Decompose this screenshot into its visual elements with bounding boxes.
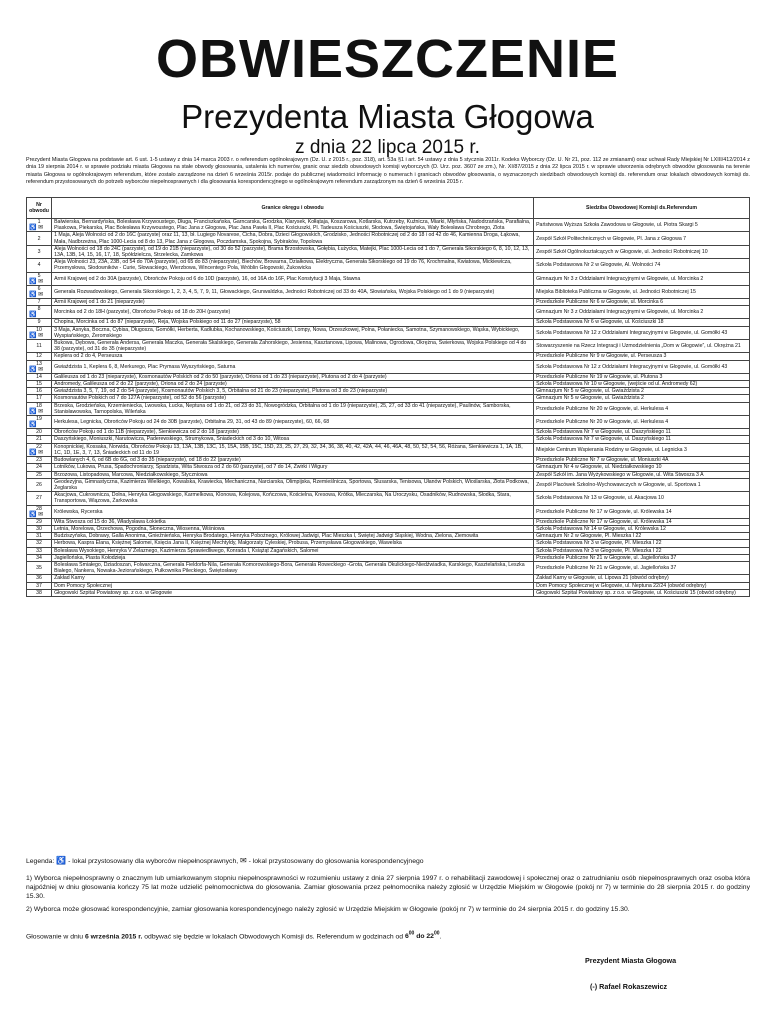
- district-number: [27, 373, 52, 380]
- commission-seat: Szkoła Podstawowa Nr 3 w Głogowie, Pl. Mieszka I 22: [534, 540, 750, 547]
- district-number: [27, 299, 52, 306]
- district-number: [27, 340, 52, 353]
- accessibility-icons: ♿ ✉: [29, 278, 44, 285]
- voting-from-sup: 00: [408, 931, 415, 937]
- district-number: [27, 319, 52, 326]
- accessibility-icons: ♿: [29, 422, 37, 429]
- district-streets: Andromedy, Galileusza od 2 do 22 (parzyste), Oriona od 2 do 24 (parzyste): [52, 381, 534, 388]
- district-number-value: 6: [37, 285, 41, 292]
- district-streets: Galileusza od 1 do 23 (nieparzyste), Kosmonautów Polskich od 2 do 50 (parzyste), Oriona od 1 do 23 (nieparzyste), Plutona od 2 do 4 (parzyste): [52, 373, 534, 380]
- district-number: [27, 285, 52, 298]
- district-number-value: 21: [36, 436, 42, 443]
- district-number: [27, 353, 52, 360]
- district-number: [27, 381, 52, 388]
- district-number-value: 22: [36, 443, 42, 450]
- district-number-value: 16: [36, 388, 42, 395]
- commission-seat: Gimnazjum Nr 3 z Oddziałami Integracyjnymi w Głogowie, ul. Morcinka 2: [534, 306, 750, 319]
- district-number: [27, 478, 52, 491]
- district-number: [27, 471, 52, 478]
- commission-seat: Przedszkole Publiczne Nr 19 w Głogowie, ul. Plutona 3: [534, 373, 750, 380]
- district-streets: 3 Maja, Asnyka, Boczna, Cybisa, Długosza, Gomółki, Herberta, Kadłubka, Kochanowskiego, Kościuszki, Lompy, Nowa, Orzeszkowej, Polna, Połaniecka, Samotna, Szymanowskiego, Wąska, Wybickiego, Wyspiańskiego, Żeromskiego: [52, 326, 534, 339]
- voting-do: do: [414, 933, 427, 941]
- table-row: [27, 272, 750, 285]
- district-streets: Bolesława Wysokiego, Henryka V Żelaznego, Kazimierza Sprawiedliwego, Konrada I, Książąt Żagańskich, Salomei: [52, 547, 534, 554]
- table-row: [27, 589, 750, 596]
- district-number: [27, 505, 52, 518]
- district-number: [27, 525, 52, 532]
- commission-seat: Przedszkole Publiczne Nr 20 w Głogowie, ul. Herkulesa 4: [534, 416, 750, 429]
- district-streets: Morcinka od 2 do 18H (parzyste), Obrońców Pokoju od 18 do 20H (parzyste): [52, 306, 534, 319]
- district-streets: Królewska, Rycerska: [52, 505, 534, 518]
- district-streets: Herkulesa, Legnicka, Obrońców Pokoju od 24 do 30B (parzyste), Orbitalna 29, 31, od 43 do 89 (nieparzyste), 60, 66, 68: [52, 416, 534, 429]
- district-number-value: 27: [36, 495, 42, 502]
- commission-seat: Szkoła Podstawowa Nr 3 w Głogowie, Pl. Mieszka I 22: [534, 547, 750, 554]
- commission-seat: Przedszkole Publiczne Nr 17 w Głogowie, ul. Królewska 14: [534, 518, 750, 525]
- table-row: [27, 492, 750, 505]
- district-number-value: 11: [36, 343, 42, 350]
- district-number: [27, 395, 52, 402]
- table-row: [27, 554, 750, 561]
- district-streets: Armii Krajowej od 1 do 21 (nieparzyste): [52, 299, 534, 306]
- commission-seat: Zespół Szkół Politechnicznych w Głogowie, Pl. Jana z Głogowa 7: [534, 232, 750, 245]
- district-number-value: 4: [37, 262, 41, 269]
- accessibility-icons: ♿ ✉: [29, 449, 44, 456]
- header-seat: Siedziba Obwodowej Komisji ds.Referendum: [534, 198, 750, 219]
- district-streets: Obrońców Pokoju od 1 do 11B (nieparzyste), Sienkiewicza od 2 do 18 (parzyste): [52, 429, 534, 436]
- district-number-value: 7: [37, 299, 41, 306]
- district-streets: Bałwierska, Bernardyńska, Bolesława Krzywoustego, Długa, Franciszkańska, Garncarska, Grodzka, Klarysek, Kołłątaja, Koszarowa, Kotlarska, Kutrzeby, Kuźnicza, Miarki, Młyńska, Nadodrzańska, Parafialna, Piaskowa, Piekarska, Plac Bolesława Krzywoustego, Plac Jana z Głogowa, Plac Jana Pawła II, Plac Kościuszki, Pl. Tadeusza Kościuszki, Słodowa, Świętojańska, Wały Bolesława Chrobrego, Zlota: [52, 219, 534, 232]
- accessibility-icons: ♿ ✉: [29, 292, 44, 299]
- table-row: [27, 299, 750, 306]
- commission-seat: Gimnazjum Nr 5 w Głogowie, ul. Gwiaździsta 2: [534, 388, 750, 395]
- district-number-value: 29: [36, 518, 42, 525]
- district-streets: 1 Maja, Aleja Wolności od 2 do 16C (parzyste) oraz 11, 13, bł. Lugiego Novarese, Cicha, Dobra, Dzieci Głogowskich, Grodzisko, Jedności Robotniczej od 2 do 18 i od 42 do 46, Kamienna Droga, Łąkowa, Mała, Nadbrzeżna, Plac 1000-Lecia od 8 do 13, Plac Jana z Głogowa, Poczdamska, Spokojna, Sybiraków, Topolowa: [52, 232, 534, 245]
- commission-seat: Zespół Szkół Ogólnokształcących w Głogowie, ul. Jedności Robotniczej 10: [534, 245, 750, 258]
- district-number: [27, 582, 52, 589]
- district-number-value: 5: [37, 272, 41, 279]
- commission-seat: Szkoła Podstawowa Nr 13 w Głogowie, ul. Akacjowa 10: [534, 492, 750, 505]
- district-number-value: 3: [37, 248, 41, 255]
- commission-seat: Przedszkole Publiczne Nr 20 w Głogowie, ul. Herkulesa 4: [534, 402, 750, 415]
- district-number-value: 18: [36, 402, 42, 409]
- table-row: [27, 353, 750, 360]
- commission-seat: Gimnazjum Nr 2 w Głogowie, Pl. Mieszka I 22: [534, 533, 750, 540]
- signature-name: (-) Rafael Rokaszewicz: [590, 982, 668, 991]
- district-number: [27, 533, 52, 540]
- district-number: [27, 326, 52, 339]
- commission-seat: Gimnazjum Nr 4 w Głogowie, ul. Niedziałkowskiego 10: [534, 464, 750, 471]
- district-streets: Gwiaździsta 3, 5, 7, 19, od 2 do 54 (parzyste), Kosmonautów Polskich 3, 5, Orbitalna od 21 do 23 (nieparzyste), Plutona od 3 do 23 (nieparzyste): [52, 388, 534, 395]
- commission-seat: Przedszkole Publiczne Nr 21 w Głogowie, ul. Jagiellońska 37: [534, 561, 750, 574]
- district-streets: Kosmonautów Polskich od 7 do 127A (nieparzyste), od 52 do 56 (parzyste): [52, 395, 534, 402]
- intro-paragraph: Prezydent Miasta Głogowa na podstawie art. 6 ust. 1-5 ustawy z dnia 14 marca 2003 r. o referendum ogólnokrajowym (Dz. U. z 2015 r., poz. 318), art. 53a §1 i art. 54 ustawy z dnia 5 stycznia 2011r. Kodeks Wyborczy (Dz. U. Nr 21, poz. 112 ze zmianami) oraz uchwał Rady Miejskiej Nr LXIII/412/2014 z dnia 19 sierpnia 2014 r. w sprawie podziału miasta Głogowa na stałe obwody głosowania, ustalenia ich numerów, granic oraz siedzib obwodowych komisji wyborczych (D. Urz. poz. 3607 ze zm.), Nr. XI/87/2015 z dnia 22 lipca 2015 r. w sprawie utworzenia odrębnych obwodów głosowania na terenie miasta Głogowa w ogólnokrajowym referendum, które zostało zarządzone na dzień 6 września 2015r. podaje do publicznej wiadomości informację o numerach i granicach obwodów głosowania, o wyznaczonych siedzibach obwodowych komisji ds. referendum oraz lokalach obwodowych komisji ds. referendum przystosowanych do potrzeb wyborców niepełnosprawnych i dla głosowania korespondencyjnego w ogólnokrajowym referendum zarządzonym na dzień 6 września 2015 r.: [26, 157, 750, 185]
- table-row: [27, 464, 750, 471]
- district-number-value: 37: [36, 582, 42, 589]
- district-streets: Bolesława Śmiałego, Dziadoszan, Folwarczna, Generała Fieldorfa-Nila, Generała Komorowskiego-Bora, Generała Roweckiego -Grota, Generała Okulickiego-Niedźwiadka, Karskiego, Kasztelańska, Leszka Białego, Nankera, Nowaka-Jeziorańskiego, Pułkownika Pileckiego, Świętosławy: [52, 561, 534, 574]
- commission-seat: Gimnazjum Nr 3 z Oddziałami Integracyjnymi w Głogowie, ul. Morcinka 2: [534, 272, 750, 285]
- table-row: [27, 360, 750, 373]
- voting-from: 6: [404, 933, 409, 941]
- district-number-value: 23: [36, 457, 42, 464]
- district-number: [27, 388, 52, 395]
- district-number: [27, 402, 52, 415]
- commission-seat: Przedszkole Publiczne Nr 7 w Głogowie, ul. Moniuszki 4A: [534, 457, 750, 464]
- district-number-value: 2: [37, 235, 41, 242]
- district-streets: Budziszyńska, Dobrawy, Galla Anonima, Gnieźnieńska, Henryka Brodatego, Henryka Pobożnego, Królowej Jadwigi, Plac Mieszka I, Świętej Jadwigi Śląskiej, Wodna, Zielona, Ziemowita: [52, 533, 534, 540]
- district-streets: Armii Krajowej od 2 do 30A (parzyste), Obrońców Pokoju od 6 do 10D (parzyste), 16, od 16A do 16F, Plac Konstytucji 3 Maja, Stawna: [52, 272, 534, 285]
- legend-mail-text: - lokal przystosowany do głosowania korespondencyjnego: [248, 858, 424, 865]
- district-streets: Zakład Karny: [52, 575, 534, 582]
- table-row: [27, 285, 750, 298]
- district-number: [27, 436, 52, 443]
- district-number: [27, 547, 52, 554]
- district-number-value: 1: [37, 219, 41, 226]
- table-row: [27, 373, 750, 380]
- commission-seat: Przedszkole Publiczne Nr 17 w Głogowie, ul. Królewska 14: [534, 505, 750, 518]
- document-date: z dnia 22 lipca 2015 r.: [295, 137, 480, 158]
- district-number-value: 20: [36, 429, 42, 436]
- voting-date: 6 września 2015 r.: [84, 933, 143, 941]
- accessibility-icons: ♿: [29, 312, 37, 319]
- district-number-value: 34: [36, 554, 42, 561]
- commission-seat: Szkoła Podstawowa Nr 7 w Głogowie, ul. Daszyńskiego 11: [534, 429, 750, 436]
- district-number: [27, 561, 52, 574]
- note-postal-voting: 2) Wyborca może głosować korespondencyjnie, zamiar głosowania korespondencyjnego należy zgłosić w Urzędzie Miejskim w Głogowie (pokój nr 7) w terminie do 24 sierpnia 2015 r. do godziny 15.30.: [26, 906, 630, 913]
- envelope-icon: ✉: [240, 856, 247, 865]
- district-number: [27, 272, 52, 285]
- district-number-value: 35: [36, 565, 42, 572]
- commission-seat: Głogowski Szpital Powiatowy sp. z o.o. w Głogowie, ul. Kościuszki 15 (obwód odrębny): [534, 589, 750, 596]
- district-number-value: 19: [36, 416, 42, 423]
- table-row: [27, 381, 750, 388]
- district-number-value: 30: [36, 525, 42, 532]
- commission-seat: Zespół Szkół im. Jana Wyżykowskiego w Głogowie, ul. Wita Stwosza 3 A: [534, 471, 750, 478]
- table-row: [27, 505, 750, 518]
- legend-wheelchair-text: - lokal przystosowany dla wyborców niepełnosprawnych,: [68, 858, 239, 865]
- district-number: [27, 457, 52, 464]
- table-row: [27, 518, 750, 525]
- table-row: [27, 540, 750, 547]
- header-nr: Nr obwodu: [27, 198, 52, 219]
- district-streets: Bukowa, Dębowa, Generała Andersa, Generała Maczka, Generała Skalskiego, Generała Zahorskiego, Jesienna, Kasztanowa, Lipowa, Malinowa, Ogrodowa, Okrężna, Świerkowa, Wojska Polskiego od 4 do 38 (parzyste), od 31 do 35 (nieparzyste): [52, 340, 534, 353]
- table-row: [27, 340, 750, 353]
- table-header-row: [27, 198, 750, 219]
- district-number-value: 26: [36, 481, 42, 488]
- district-streets: Konopnickiej, Kossaka, Norwida, Obrońców Pokoju 13, 13A, 13B, 13C, 15, 15A, 15B, 15C, 15D, 23, 25, 27, 29, 32, 34, 36, 38, 40, 42, 42A, 44, 46, 46A, 48, 50, 52, 54, 56, Różana, Sienkiewicza 1, 1A, 1B, 1C, 1D, 1E, 3, 7, 13, Śniadeckich od 11 do 19: [52, 443, 534, 456]
- district-number-value: 31: [36, 533, 42, 540]
- legend-label: Legenda:: [26, 858, 55, 865]
- district-streets: Herbowa, Kasprа Elana, Księżnej Salomei, Księcia Jana II, Księżnej Mechtyldy, Małgorzaty Cyleskiej, Probusa, Przemysława Głogowskiego, Wawelska: [52, 540, 534, 547]
- district-streets: Lotników, Lukowa, Prusa, Spadochroniarzy, Spadzista, Wita Stwosza od 2 do 60 (parzyste), od 7 do 14, Żwirki i Wigury: [52, 464, 534, 471]
- districts-table: [26, 197, 750, 597]
- commission-seat: Szkoła Podstawowa Nr 7 w Głogowie, ul. Daszyńskiego 11: [534, 436, 750, 443]
- table-row: [27, 436, 750, 443]
- district-streets: Brzeska, Grodzieńska, Krzemieniecka, Lwowska, Łucka, Neptuna od 1 do 21, od 23 do 31, Nowogródzka, Orbitalna od 1 do 19 (nieparzyste), 25, 27, od 33 do 41 (nieparzyste), Paulinów, Samborska, Stanisławowska, Tarnopolska, Wileńska: [52, 402, 534, 415]
- voting-end: .: [439, 933, 442, 941]
- commission-seat: Miejskie Centrum Wspierania Rodziny w Głogowie, ul. Legnicka 3: [534, 443, 750, 456]
- district-number-value: 13: [36, 360, 42, 367]
- district-number: [27, 219, 52, 232]
- table-row: [27, 582, 750, 589]
- commission-seat: Zespół Placówek Szkolno-Wychowawczych w Głogowie, ul. Sportowa 1: [534, 478, 750, 491]
- district-number: [27, 416, 52, 429]
- commission-seat: Szkoła Podstawowa Nr 10 w Głogowie, (wejście od ul. Andromedy 62): [534, 381, 750, 388]
- accessibility-icons: ♿ ✉: [29, 225, 44, 232]
- district-streets: Akacjowa, Cukrownicza, Dolna, Henryka Głogowskiego, Karmelkowa, Klonowa, Kolejowa, Kończowa, Kościelna, Kresowa, Krótka, Mleczarska, Na Uroczysku, Osadników, Rudnowska, Słodka, Stara, Transportowa, Wiązowa, Żarkowska: [52, 492, 534, 505]
- table-row: [27, 547, 750, 554]
- district-number-value: 32: [36, 540, 42, 547]
- district-streets: Letnia, Morelowa, Orzechowa, Pogodna, Słoneczna, Wiosenna, Wiśniowa: [52, 525, 534, 532]
- table-row: [27, 395, 750, 402]
- voting-to: 22: [426, 933, 434, 941]
- district-number: [27, 518, 52, 525]
- district-number: [27, 540, 52, 547]
- wheelchair-icon: ♿: [56, 856, 67, 865]
- table-row: [27, 402, 750, 415]
- document-title: OBWIESZCZENIE: [155, 29, 619, 89]
- district-streets: Dom Pomocy Społecznej: [52, 582, 534, 589]
- district-streets: Geodezyjna, Gimnastyczna, Kazimierza Wielkiego, Kowalska, Krawiecka, Mechaniczna, Narciarska, Olimpijska, Rzemieślnicza, Sportowa, Ślusarska, Tenisowa, Ułanów Polskich, Wioślarska, Złota Podkowa, Żeglarska: [52, 478, 534, 491]
- table-row: [27, 457, 750, 464]
- commission-seat: Gimnazjum Nr 5 w Głogowie, ul. Gwiaździsta 2: [534, 395, 750, 402]
- district-streets: Jagiellońska, Piasta Kołodzieja: [52, 554, 534, 561]
- district-number-value: 15: [36, 381, 42, 388]
- table-row: [27, 388, 750, 395]
- commission-seat: Przedszkole Publiczne Nr 21 w Głogowie, ul. Jagiellońska 37: [534, 554, 750, 561]
- header-streets: Granice okręgu i obwodu: [52, 198, 534, 219]
- table-row: [27, 525, 750, 532]
- table-row: [27, 429, 750, 436]
- district-number: [27, 554, 52, 561]
- voting-to-sup: 00: [433, 931, 440, 937]
- commission-seat: Szkoła Podstawowa Nr 12 z Oddziałami Integracyjnymi w Głogowie, ul. Gomółki 43: [534, 326, 750, 339]
- district-number: [27, 429, 52, 436]
- district-number: [27, 259, 52, 272]
- district-number-value: 14: [36, 373, 42, 380]
- commission-seat: Miejska Biblioteka Publiczna w Głogowie, ul. Jedności Robotniczej 15: [534, 285, 750, 298]
- voting-hours: [26, 930, 750, 941]
- table-row: [27, 416, 750, 429]
- district-number: [27, 464, 52, 471]
- district-number-value: 10: [36, 326, 42, 333]
- district-number-value: 12: [36, 353, 42, 360]
- district-streets: Brzozowa, Listopadowa, Marcowa, Niedziałkowskiego, Styczniowa: [52, 471, 534, 478]
- note-proxy-voting: 1) Wyborca niepełnosprawny o znacznym lub umiarkowanym stopniu niepełnosprawności w rozumieniu ustawy z dnia 27 sierpnia 1997 r. o rehabilitacji zawodowej i społecznej oraz o zatrudnianiu osób niepełnosprawnych oraz osoba która najpóźniej w dniu głosowania kończy 75 lat może udzielić pełnomocnictwa do głosowania. Zamiar głosowania przez pełnomocnika należy zgłosić w Urzędzie Miejskim w Głogowie (pokój nr 7) w terminie do 28 sierpnia 2015 r. do godziny 15.30.: [26, 875, 750, 900]
- voting-prefix: Głosowanie w dniu: [26, 933, 85, 941]
- table-row: [27, 219, 750, 232]
- district-streets: Chopina, Morcinka od 1 do 87 (nieparzyste), Reja, Wojska Polskiego od 11 do 27 (nieparzyste), 58: [52, 319, 534, 326]
- table-row: [27, 478, 750, 491]
- district-streets: Głogowski Szpital Powiatowy sp. z o.o. w Głogowie: [52, 589, 534, 596]
- district-number: [27, 232, 52, 245]
- district-number: [27, 443, 52, 456]
- voting-middle: odbywać się będzie w lokalach Obwodowych Komisji ds. Referendum w godzinach od: [142, 933, 405, 941]
- district-number-value: 36: [36, 575, 42, 582]
- legend: [26, 856, 750, 866]
- accessibility-icons: ♿ ✉: [29, 408, 44, 415]
- commission-seat: Dom Pomocy Społecznej w Głogowie, ul. Neptuna 22/24 (obwód odrębny): [534, 582, 750, 589]
- district-number-value: 8: [37, 306, 41, 313]
- table-row: [27, 259, 750, 272]
- table-row: [27, 471, 750, 478]
- table-row: [27, 319, 750, 326]
- table-row: [27, 245, 750, 258]
- district-number-value: 28: [36, 505, 42, 512]
- commission-seat: Przedszkole Publiczne Nr 6 w Głogowie, ul. Morcinka 6: [534, 299, 750, 306]
- district-streets: Generała Rozwadowskiego, Generała Sikorskiego 1, 2, 3, 4, 5, 7, 9, 11, Głowackiego, Grunwaldzka, Jedności Robotniczej od 33 do 40A, Słowiańska, Wojska Polskiego od 1 do 9 (nieparzyste): [52, 285, 534, 298]
- district-streets: Gwiaździsta 1, Keplera 6, 8, Merkurego, Plac Prymasa Wyszyńskiego, Saturna: [52, 360, 534, 373]
- document-subtitle: Prezydenta Miasta Głogowa: [181, 98, 594, 135]
- district-number-value: 17: [36, 395, 42, 402]
- district-number: [27, 589, 52, 596]
- district-number: [27, 492, 52, 505]
- district-streets: Aleja Wolności 23, 23A, 23B, od 54 do 70A (parzyste), od 65 do 83 (nieparzyste), Biechów, Browarna, Działkowa, Elektryczna, Generała Sikorskiego od 19 do 76, Krochmalna, Kwiatowa, Mickiewicza, Przemysłowa, Słodowników - Curie, Słowackiego, Wierzbowa, Wincentego Pola, Wróblin Głogowski, Żukowicka: [52, 259, 534, 272]
- district-number-value: 38: [36, 589, 42, 596]
- table-row: [27, 561, 750, 574]
- signature-title: Prezydent Miasta Głogowa: [585, 956, 677, 965]
- commission-seat: Państwowa Wyższa Szkoła Zawodowa w Głogowie, ul. Piotra Skargi 5: [534, 219, 750, 232]
- table-row: [27, 443, 750, 456]
- district-number: [27, 360, 52, 373]
- district-number: [27, 575, 52, 582]
- district-number: [27, 306, 52, 319]
- district-number-value: 33: [36, 547, 42, 554]
- district-streets: Daszyńskiego, Moniuszki, Narutowicza, Paderewskiego, Strumykowa, Śniadeckich od 3 do 10, Witosa: [52, 436, 534, 443]
- commission-seat: Stowarzyszenie na Rzecz Integracji i Uzmodzielnienia „Dom w Głogowie”, ul. Okrężna 21: [534, 340, 750, 353]
- district-streets: Keplera od 2 do 4, Perseusza: [52, 353, 534, 360]
- commission-seat: Przedszkole Publiczne Nr 9 w Głogowie, ul. Perseusza 3: [534, 353, 750, 360]
- commission-seat: Szkoła Podstawowa Nr 12 z Oddziałami Integracyjnymi w Głogowie, ul. Gomółki 43: [534, 360, 750, 373]
- district-number: [27, 245, 52, 258]
- district-streets: Wita Stwosza od 15 do 36, Władysława Łokietka: [52, 518, 534, 525]
- table-row: [27, 533, 750, 540]
- district-number-value: 9: [37, 319, 41, 326]
- district-streets: Budowlanych 4, 6, od 6B do 6G, od 3 do 35 (nieparzyste), od 18 do 22 (parzyste): [52, 457, 534, 464]
- table-row: [27, 232, 750, 245]
- commission-seat: Zakład Karny w Głogowie, ul. Lipowa 21 (obwód odrębny): [534, 575, 750, 582]
- table-row: [27, 575, 750, 582]
- district-number-value: 25: [36, 471, 42, 478]
- commission-seat: Szkoła Podstawowa Nr 6 w Głogowie, ul. Kościuszki 18: [534, 319, 750, 326]
- district-number-value: 24: [36, 464, 42, 471]
- table-row: [27, 326, 750, 339]
- commission-seat: Szkoła Podstawowa Nr 14 w Głogowie, ul. Królewska 12: [534, 525, 750, 532]
- accessibility-icons: ♿ ✉: [29, 332, 44, 339]
- table-row: [27, 306, 750, 319]
- accessibility-icons: ♿ ✉: [29, 366, 44, 373]
- accessibility-icons: ♿ ✉: [29, 511, 44, 518]
- commission-seat: Szkoła Podstawowa Nr 2 w Głogowie, Al. Wolności 74: [534, 259, 750, 272]
- district-streets: Aleja Wolności od 18 do 24C (parzyste), od 19 do 21B (nieparzyste), od 30 do 52 (parzyste), Brama Brzostowska, Gołębia, Łużycka, Matejki, Plac 1000-Lecia od 1 do 7, Generała Sikorskiego 6, 8, 10, 12, 13, 13A, 13B, 14, 15, 16, 17, 18, Spółdzielcza, Strzelecka, Zamkowa: [52, 245, 534, 258]
